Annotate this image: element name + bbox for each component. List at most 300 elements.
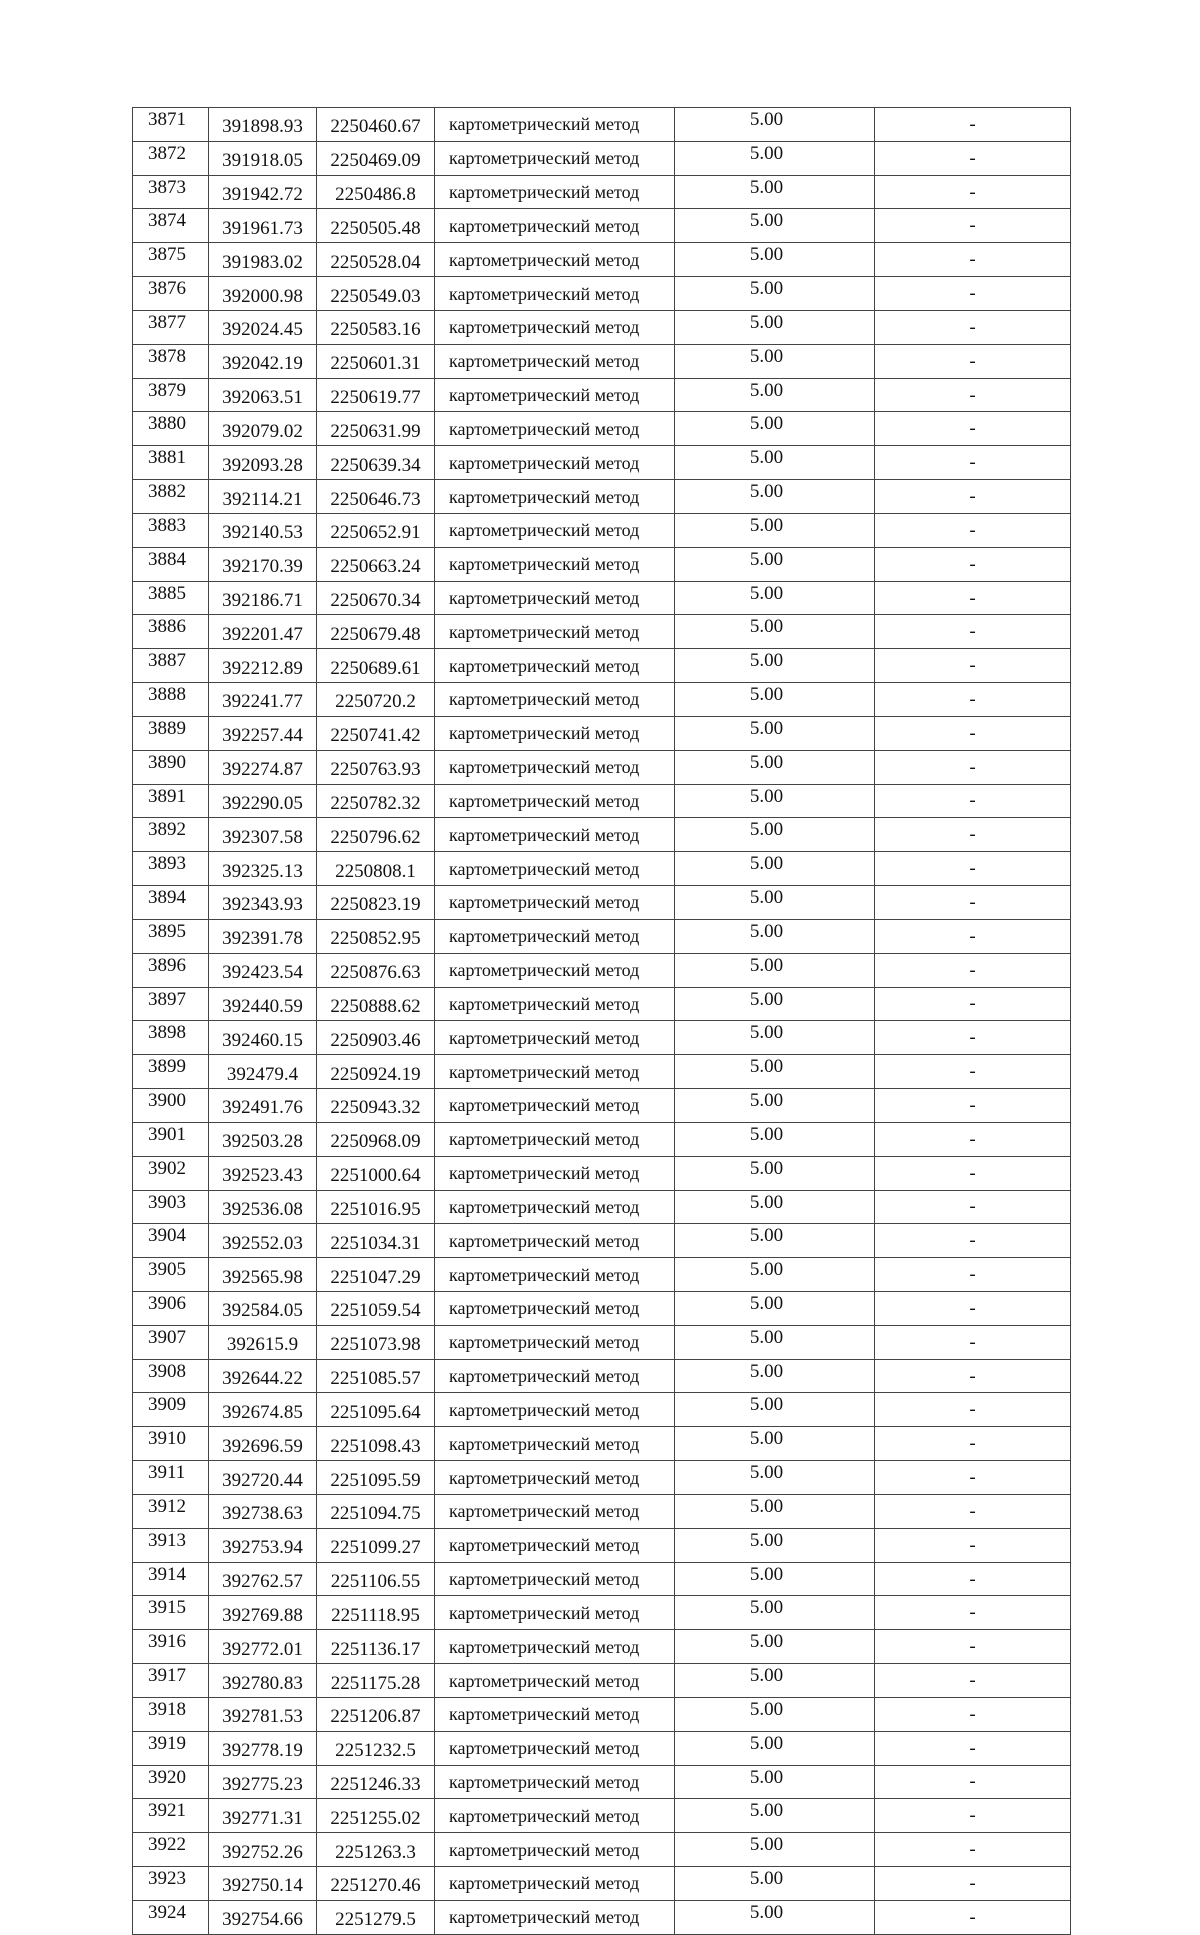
point-number-cell: 3873 <box>133 175 209 209</box>
x-coordinate-cell: 392079.02 <box>209 412 317 446</box>
description-cell: - <box>875 243 1071 277</box>
method-cell: картометрический метод <box>435 716 675 750</box>
x-coordinate-cell: 392391.78 <box>209 919 317 953</box>
table-row <box>133 1055 1071 1089</box>
method-cell: картометрический метод <box>435 852 675 886</box>
y-coordinate-cell: 2250679.48 <box>317 615 435 649</box>
table-row <box>133 1291 1071 1325</box>
description-cell: - <box>875 378 1071 412</box>
y-coordinate-cell: 2250808.1 <box>317 852 435 886</box>
table-row <box>133 1562 1071 1596</box>
point-number-cell: 3919 <box>133 1731 209 1765</box>
method-cell: картометрический метод <box>435 750 675 784</box>
y-coordinate-cell: 2250903.46 <box>317 1021 435 1055</box>
y-coordinate-cell: 2250639.34 <box>317 446 435 480</box>
description-cell: - <box>875 818 1071 852</box>
x-coordinate-cell: 392479.4 <box>209 1055 317 1089</box>
description-cell: - <box>875 1528 1071 1562</box>
point-number-cell: 3899 <box>133 1055 209 1089</box>
accuracy-cell: 5.00 <box>675 209 875 243</box>
table-row <box>133 1258 1071 1292</box>
method-cell: картометрический метод <box>435 1224 675 1258</box>
method-cell: картометрический метод <box>435 480 675 514</box>
description-cell: - <box>875 175 1071 209</box>
description-cell: - <box>875 1258 1071 1292</box>
table-row <box>133 615 1071 649</box>
accuracy-cell: 5.00 <box>675 1799 875 1833</box>
description-cell: - <box>875 581 1071 615</box>
description-cell: - <box>875 1291 1071 1325</box>
description-cell: - <box>875 649 1071 683</box>
accuracy-cell: 5.00 <box>675 1664 875 1698</box>
x-coordinate-cell: 392615.9 <box>209 1325 317 1359</box>
description-cell: - <box>875 852 1071 886</box>
table-row <box>133 683 1071 717</box>
method-cell: картометрический метод <box>435 378 675 412</box>
y-coordinate-cell: 2250763.93 <box>317 750 435 784</box>
y-coordinate-cell: 2250652.91 <box>317 513 435 547</box>
y-coordinate-cell: 2251118.95 <box>317 1596 435 1630</box>
x-coordinate-cell: 392696.59 <box>209 1427 317 1461</box>
method-cell: картометрический метод <box>435 1900 675 1934</box>
x-coordinate-cell: 392565.98 <box>209 1258 317 1292</box>
accuracy-cell: 5.00 <box>675 141 875 175</box>
accuracy-cell: 5.00 <box>675 1258 875 1292</box>
method-cell: картометрический метод <box>435 1867 675 1901</box>
method-cell: картометрический метод <box>435 1833 675 1867</box>
point-number-cell: 3922 <box>133 1833 209 1867</box>
x-coordinate-cell: 392738.63 <box>209 1494 317 1528</box>
table-row <box>133 1630 1071 1664</box>
description-cell: - <box>875 750 1071 784</box>
description-cell: - <box>875 1393 1071 1427</box>
point-number-cell: 3889 <box>133 716 209 750</box>
table-row <box>133 480 1071 514</box>
point-number-cell: 3911 <box>133 1461 209 1495</box>
y-coordinate-cell: 2251085.57 <box>317 1359 435 1393</box>
description-cell: - <box>875 784 1071 818</box>
accuracy-cell: 5.00 <box>675 953 875 987</box>
table-row <box>133 277 1071 311</box>
table-row <box>133 716 1071 750</box>
table-row <box>133 513 1071 547</box>
table-row <box>133 1867 1071 1901</box>
accuracy-cell: 5.00 <box>675 175 875 209</box>
description-cell: - <box>875 1089 1071 1123</box>
accuracy-cell: 5.00 <box>675 344 875 378</box>
table-row <box>133 175 1071 209</box>
x-coordinate-cell: 392241.77 <box>209 683 317 717</box>
x-coordinate-cell: 392042.19 <box>209 344 317 378</box>
x-coordinate-cell: 392440.59 <box>209 987 317 1021</box>
y-coordinate-cell: 2251263.3 <box>317 1833 435 1867</box>
y-coordinate-cell: 2251094.75 <box>317 1494 435 1528</box>
table-row <box>133 750 1071 784</box>
accuracy-cell: 5.00 <box>675 1021 875 1055</box>
accuracy-cell: 5.00 <box>675 1055 875 1089</box>
accuracy-cell: 5.00 <box>675 784 875 818</box>
description-cell: - <box>875 886 1071 920</box>
point-number-cell: 3924 <box>133 1900 209 1934</box>
point-number-cell: 3893 <box>133 852 209 886</box>
point-number-cell: 3914 <box>133 1562 209 1596</box>
method-cell: картометрический метод <box>435 1291 675 1325</box>
table-row <box>133 1765 1071 1799</box>
point-number-cell: 3892 <box>133 818 209 852</box>
table-row <box>133 1494 1071 1528</box>
method-cell: картометрический метод <box>435 108 675 142</box>
method-cell: картометрический метод <box>435 1461 675 1495</box>
x-coordinate-cell: 392720.44 <box>209 1461 317 1495</box>
table-row <box>133 1156 1071 1190</box>
x-coordinate-cell: 392063.51 <box>209 378 317 412</box>
method-cell: картометрический метод <box>435 1021 675 1055</box>
accuracy-cell: 5.00 <box>675 1596 875 1630</box>
description-cell: - <box>875 1325 1071 1359</box>
accuracy-cell: 5.00 <box>675 716 875 750</box>
y-coordinate-cell: 2251232.5 <box>317 1731 435 1765</box>
description-cell: - <box>875 1630 1071 1664</box>
y-coordinate-cell: 2250469.09 <box>317 141 435 175</box>
y-coordinate-cell: 2250689.61 <box>317 649 435 683</box>
point-number-cell: 3917 <box>133 1664 209 1698</box>
point-number-cell: 3915 <box>133 1596 209 1630</box>
point-number-cell: 3910 <box>133 1427 209 1461</box>
point-number-cell: 3908 <box>133 1359 209 1393</box>
point-number-cell: 3907 <box>133 1325 209 1359</box>
y-coordinate-cell: 2251270.46 <box>317 1867 435 1901</box>
method-cell: картометрический метод <box>435 547 675 581</box>
point-number-cell: 3913 <box>133 1528 209 1562</box>
accuracy-cell: 5.00 <box>675 1630 875 1664</box>
y-coordinate-cell: 2250549.03 <box>317 277 435 311</box>
description-cell: - <box>875 1562 1071 1596</box>
point-number-cell: 3879 <box>133 378 209 412</box>
description-cell: - <box>875 683 1071 717</box>
description-cell: - <box>875 209 1071 243</box>
table-row <box>133 818 1071 852</box>
description-cell: - <box>875 344 1071 378</box>
x-coordinate-cell: 392781.53 <box>209 1697 317 1731</box>
method-cell: картометрический метод <box>435 1359 675 1393</box>
y-coordinate-cell: 2251098.43 <box>317 1427 435 1461</box>
description-cell: - <box>875 310 1071 344</box>
x-coordinate-cell: 392423.54 <box>209 953 317 987</box>
point-number-cell: 3885 <box>133 581 209 615</box>
method-cell: картометрический метод <box>435 1325 675 1359</box>
accuracy-cell: 5.00 <box>675 852 875 886</box>
x-coordinate-cell: 392114.21 <box>209 480 317 514</box>
point-number-cell: 3916 <box>133 1630 209 1664</box>
method-cell: картометрический метод <box>435 919 675 953</box>
table-row <box>133 209 1071 243</box>
accuracy-cell: 5.00 <box>675 243 875 277</box>
point-number-cell: 3881 <box>133 446 209 480</box>
table-row <box>133 1089 1071 1123</box>
description-cell: - <box>875 1799 1071 1833</box>
method-cell: картометрический метод <box>435 1427 675 1461</box>
table-row <box>133 987 1071 1021</box>
accuracy-cell: 5.00 <box>675 378 875 412</box>
point-number-cell: 3904 <box>133 1224 209 1258</box>
x-coordinate-cell: 392460.15 <box>209 1021 317 1055</box>
method-cell: картометрический метод <box>435 1190 675 1224</box>
y-coordinate-cell: 2250670.34 <box>317 581 435 615</box>
x-coordinate-cell: 392290.05 <box>209 784 317 818</box>
table-row <box>133 886 1071 920</box>
y-coordinate-cell: 2251047.29 <box>317 1258 435 1292</box>
y-coordinate-cell: 2251000.64 <box>317 1156 435 1190</box>
x-coordinate-cell: 392274.87 <box>209 750 317 784</box>
accuracy-cell: 5.00 <box>675 1089 875 1123</box>
x-coordinate-cell: 392762.57 <box>209 1562 317 1596</box>
coordinates-table-body <box>133 108 1071 1935</box>
method-cell: картометрический метод <box>435 953 675 987</box>
method-cell: картометрический метод <box>435 615 675 649</box>
description-cell: - <box>875 141 1071 175</box>
table-row <box>133 1359 1071 1393</box>
y-coordinate-cell: 2251255.02 <box>317 1799 435 1833</box>
point-number-cell: 3872 <box>133 141 209 175</box>
method-cell: картометрический метод <box>435 1596 675 1630</box>
point-number-cell: 3882 <box>133 480 209 514</box>
table-row <box>133 243 1071 277</box>
accuracy-cell: 5.00 <box>675 818 875 852</box>
x-coordinate-cell: 392750.14 <box>209 1867 317 1901</box>
x-coordinate-cell: 392140.53 <box>209 513 317 547</box>
y-coordinate-cell: 2251136.17 <box>317 1630 435 1664</box>
accuracy-cell: 5.00 <box>675 987 875 1021</box>
x-coordinate-cell: 392523.43 <box>209 1156 317 1190</box>
table-row <box>133 919 1071 953</box>
point-number-cell: 3871 <box>133 108 209 142</box>
table-row <box>133 1461 1071 1495</box>
accuracy-cell: 5.00 <box>675 1833 875 1867</box>
table-row <box>133 1325 1071 1359</box>
x-coordinate-cell: 392170.39 <box>209 547 317 581</box>
x-coordinate-cell: 392000.98 <box>209 277 317 311</box>
method-cell: картометрический метод <box>435 344 675 378</box>
accuracy-cell: 5.00 <box>675 581 875 615</box>
accuracy-cell: 5.00 <box>675 1427 875 1461</box>
table-row <box>133 344 1071 378</box>
y-coordinate-cell: 2251246.33 <box>317 1765 435 1799</box>
y-coordinate-cell: 2250876.63 <box>317 953 435 987</box>
method-cell: картометрический метод <box>435 1055 675 1089</box>
method-cell: картометрический метод <box>435 209 675 243</box>
table-row <box>133 1427 1071 1461</box>
y-coordinate-cell: 2250968.09 <box>317 1122 435 1156</box>
accuracy-cell: 5.00 <box>675 1461 875 1495</box>
x-coordinate-cell: 392093.28 <box>209 446 317 480</box>
accuracy-cell: 5.00 <box>675 1291 875 1325</box>
y-coordinate-cell: 2250823.19 <box>317 886 435 920</box>
y-coordinate-cell: 2250852.95 <box>317 919 435 953</box>
y-coordinate-cell: 2251279.5 <box>317 1900 435 1934</box>
accuracy-cell: 5.00 <box>675 1494 875 1528</box>
description-cell: - <box>875 1697 1071 1731</box>
point-number-cell: 3920 <box>133 1765 209 1799</box>
x-coordinate-cell: 392491.76 <box>209 1089 317 1123</box>
accuracy-cell: 5.00 <box>675 108 875 142</box>
point-number-cell: 3903 <box>133 1190 209 1224</box>
accuracy-cell: 5.00 <box>675 919 875 953</box>
point-number-cell: 3905 <box>133 1258 209 1292</box>
y-coordinate-cell: 2250505.48 <box>317 209 435 243</box>
x-coordinate-cell: 391983.02 <box>209 243 317 277</box>
table-row <box>133 1596 1071 1630</box>
description-cell: - <box>875 1190 1071 1224</box>
accuracy-cell: 5.00 <box>675 1697 875 1731</box>
x-coordinate-cell: 392674.85 <box>209 1393 317 1427</box>
method-cell: картометрический метод <box>435 784 675 818</box>
y-coordinate-cell: 2251016.95 <box>317 1190 435 1224</box>
accuracy-cell: 5.00 <box>675 547 875 581</box>
y-coordinate-cell: 2251034.31 <box>317 1224 435 1258</box>
method-cell: картометрический метод <box>435 581 675 615</box>
method-cell: картометрический метод <box>435 175 675 209</box>
point-number-cell: 3895 <box>133 919 209 953</box>
accuracy-cell: 5.00 <box>675 277 875 311</box>
accuracy-cell: 5.00 <box>675 683 875 717</box>
accuracy-cell: 5.00 <box>675 1393 875 1427</box>
x-coordinate-cell: 392769.88 <box>209 1596 317 1630</box>
x-coordinate-cell: 392503.28 <box>209 1122 317 1156</box>
table-row <box>133 1528 1071 1562</box>
accuracy-cell: 5.00 <box>675 1528 875 1562</box>
table-row <box>133 378 1071 412</box>
table-row <box>133 310 1071 344</box>
description-cell: - <box>875 1833 1071 1867</box>
table-row <box>133 1664 1071 1698</box>
method-cell: картометрический метод <box>435 1562 675 1596</box>
table-row <box>133 446 1071 480</box>
y-coordinate-cell: 2251073.98 <box>317 1325 435 1359</box>
description-cell: - <box>875 1664 1071 1698</box>
x-coordinate-cell: 392024.45 <box>209 310 317 344</box>
x-coordinate-cell: 392325.13 <box>209 852 317 886</box>
method-cell: картометрический метод <box>435 818 675 852</box>
x-coordinate-cell: 392754.66 <box>209 1900 317 1934</box>
x-coordinate-cell: 391942.72 <box>209 175 317 209</box>
table-row <box>133 581 1071 615</box>
y-coordinate-cell: 2251059.54 <box>317 1291 435 1325</box>
y-coordinate-cell: 2250460.67 <box>317 108 435 142</box>
x-coordinate-cell: 392780.83 <box>209 1664 317 1698</box>
x-coordinate-cell: 392343.93 <box>209 886 317 920</box>
description-cell: - <box>875 987 1071 1021</box>
accuracy-cell: 5.00 <box>675 1731 875 1765</box>
description-cell: - <box>875 1461 1071 1495</box>
point-number-cell: 3876 <box>133 277 209 311</box>
description-cell: - <box>875 1224 1071 1258</box>
point-number-cell: 3900 <box>133 1089 209 1123</box>
table-row <box>133 1021 1071 1055</box>
coordinates-table <box>132 107 1071 1935</box>
point-number-cell: 3887 <box>133 649 209 683</box>
method-cell: картометрический метод <box>435 513 675 547</box>
x-coordinate-cell: 392307.58 <box>209 818 317 852</box>
y-coordinate-cell: 2251095.64 <box>317 1393 435 1427</box>
x-coordinate-cell: 392771.31 <box>209 1799 317 1833</box>
x-coordinate-cell: 392552.03 <box>209 1224 317 1258</box>
method-cell: картометрический метод <box>435 1393 675 1427</box>
x-coordinate-cell: 392775.23 <box>209 1765 317 1799</box>
table-row <box>133 141 1071 175</box>
table-row <box>133 1799 1071 1833</box>
description-cell: - <box>875 1765 1071 1799</box>
y-coordinate-cell: 2250601.31 <box>317 344 435 378</box>
description-cell: - <box>875 277 1071 311</box>
method-cell: картометрический метод <box>435 1494 675 1528</box>
y-coordinate-cell: 2250528.04 <box>317 243 435 277</box>
point-number-cell: 3878 <box>133 344 209 378</box>
point-number-cell: 3891 <box>133 784 209 818</box>
y-coordinate-cell: 2250583.16 <box>317 310 435 344</box>
description-cell: - <box>875 919 1071 953</box>
accuracy-cell: 5.00 <box>675 1122 875 1156</box>
y-coordinate-cell: 2250943.32 <box>317 1089 435 1123</box>
point-number-cell: 3883 <box>133 513 209 547</box>
y-coordinate-cell: 2251206.87 <box>317 1697 435 1731</box>
description-cell: - <box>875 1359 1071 1393</box>
y-coordinate-cell: 2250486.8 <box>317 175 435 209</box>
point-number-cell: 3890 <box>133 750 209 784</box>
description-cell: - <box>875 513 1071 547</box>
method-cell: картометрический метод <box>435 446 675 480</box>
method-cell: картометрический метод <box>435 886 675 920</box>
method-cell: картометрический метод <box>435 1258 675 1292</box>
accuracy-cell: 5.00 <box>675 480 875 514</box>
description-cell: - <box>875 615 1071 649</box>
x-coordinate-cell: 392584.05 <box>209 1291 317 1325</box>
point-number-cell: 3896 <box>133 953 209 987</box>
table-row <box>133 1393 1071 1427</box>
x-coordinate-cell: 392257.44 <box>209 716 317 750</box>
table-row <box>133 108 1071 142</box>
accuracy-cell: 5.00 <box>675 1562 875 1596</box>
method-cell: картометрический метод <box>435 412 675 446</box>
point-number-cell: 3901 <box>133 1122 209 1156</box>
description-cell: - <box>875 1494 1071 1528</box>
method-cell: картометрический метод <box>435 1799 675 1833</box>
point-number-cell: 3923 <box>133 1867 209 1901</box>
point-number-cell: 3902 <box>133 1156 209 1190</box>
method-cell: картометрический метод <box>435 987 675 1021</box>
y-coordinate-cell: 2251099.27 <box>317 1528 435 1562</box>
description-cell: - <box>875 1021 1071 1055</box>
table-row <box>133 784 1071 818</box>
y-coordinate-cell: 2250796.62 <box>317 818 435 852</box>
description-cell: - <box>875 547 1071 581</box>
description-cell: - <box>875 1596 1071 1630</box>
description-cell: - <box>875 1427 1071 1461</box>
point-number-cell: 3874 <box>133 209 209 243</box>
accuracy-cell: 5.00 <box>675 1156 875 1190</box>
point-number-cell: 3906 <box>133 1291 209 1325</box>
method-cell: картометрический метод <box>435 683 675 717</box>
accuracy-cell: 5.00 <box>675 1867 875 1901</box>
method-cell: картометрический метод <box>435 310 675 344</box>
description-cell: - <box>875 108 1071 142</box>
x-coordinate-cell: 391918.05 <box>209 141 317 175</box>
accuracy-cell: 5.00 <box>675 1190 875 1224</box>
description-cell: - <box>875 716 1071 750</box>
table-row <box>133 412 1071 446</box>
accuracy-cell: 5.00 <box>675 513 875 547</box>
description-cell: - <box>875 480 1071 514</box>
method-cell: картометрический метод <box>435 1765 675 1799</box>
